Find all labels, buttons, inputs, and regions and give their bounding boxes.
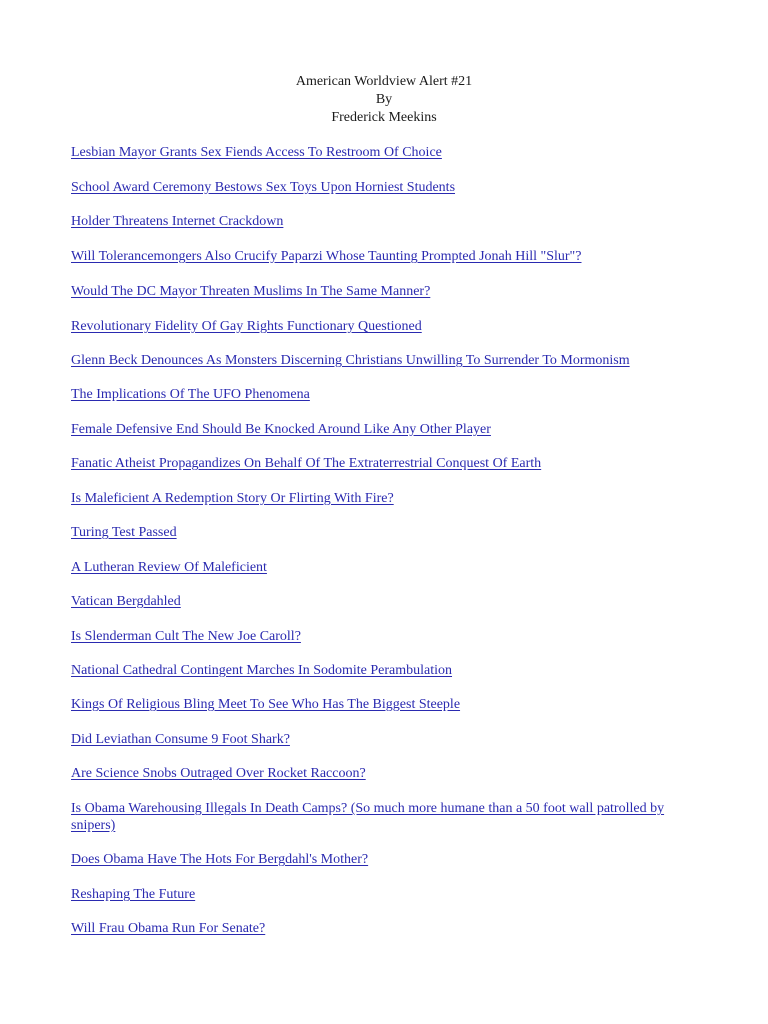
list-item [71, 628, 701, 645]
list-item [71, 696, 701, 713]
list-item [71, 318, 701, 335]
list-item [71, 421, 701, 438]
list-item [71, 886, 701, 903]
article-link[interactable]: Kings Of Religious Bling Meet To See Who Has The Biggest Steeple [71, 697, 461, 712]
article-link-list [71, 144, 701, 937]
list-item [71, 213, 701, 230]
article-link[interactable]: Will Tolerancemongers Also Crucify Paparzi Whose Taunting Prompted Jonah Hill "Slur"? [71, 249, 582, 264]
article-link[interactable]: Lesbian Mayor Grants Sex Fiends Access To Restroom Of Choice [71, 145, 442, 160]
article-link[interactable]: Is Obama Warehousing Illegals In Death Camps? (So much more humane than a 50 foot wall patrolled by snipers) [71, 801, 665, 833]
list-item [71, 455, 701, 472]
article-link[interactable]: Holder Threatens Internet Crackdown [71, 214, 284, 229]
list-item [71, 283, 701, 300]
list-item [71, 731, 701, 748]
article-link[interactable]: Are Science Snobs Outraged Over Rocket Raccoon? [71, 766, 366, 781]
article-link[interactable]: Revolutionary Fidelity Of Gay Rights Functionary Questioned [71, 319, 422, 334]
author-name: Frederick Meekins [331, 110, 437, 125]
article-link[interactable]: Fanatic Atheist Propagandizes On Behalf Of The Extraterrestrial Conquest Of Earth [71, 456, 542, 471]
list-item [71, 490, 701, 507]
article-link[interactable]: Turing Test Passed [71, 525, 177, 540]
article-link[interactable]: School Award Ceremony Bestows Sex Toys Upon Horniest Students [71, 180, 456, 195]
document-header [0, 73, 768, 127]
list-item [71, 386, 701, 403]
article-link[interactable]: Glenn Beck Denounces As Monsters Discerning Christians Unwilling To Surrender To Mormonism [71, 353, 630, 368]
document-title: American Worldview Alert #21 [295, 74, 473, 89]
list-item [71, 765, 701, 782]
byline-label: By [375, 92, 393, 107]
article-link[interactable]: A Lutheran Review Of Maleficient [71, 560, 267, 575]
article-link[interactable]: Is Maleficient A Redemption Story Or Flirting With Fire? [71, 491, 394, 506]
article-link[interactable]: Would The DC Mayor Threaten Muslims In The Same Manner? [71, 284, 431, 299]
list-item [71, 593, 701, 610]
list-item [71, 559, 701, 576]
list-item [71, 179, 701, 196]
list-item [71, 144, 701, 161]
list-item [71, 248, 701, 265]
article-link[interactable]: Female Defensive End Should Be Knocked Around Like Any Other Player [71, 422, 491, 437]
list-item [71, 920, 701, 937]
article-link[interactable]: Will Frau Obama Run For Senate? [71, 921, 266, 936]
article-link[interactable]: Reshaping The Future [71, 887, 196, 902]
article-link[interactable]: The Implications Of The UFO Phenomena [71, 387, 310, 402]
list-item [71, 662, 701, 679]
list-item [71, 800, 701, 834]
article-link[interactable]: National Cathedral Contingent Marches In Sodomite Perambulation [71, 663, 453, 678]
article-link[interactable]: Did Leviathan Consume 9 Foot Shark? [71, 732, 290, 747]
list-item [71, 851, 701, 868]
article-link[interactable]: Does Obama Have The Hots For Bergdahl's Mother? [71, 852, 369, 867]
list-item [71, 352, 701, 369]
list-item [71, 524, 701, 541]
article-link[interactable]: Vatican Bergdahled [71, 594, 181, 609]
article-link[interactable]: Is Slenderman Cult The New Joe Caroll? [71, 629, 301, 644]
